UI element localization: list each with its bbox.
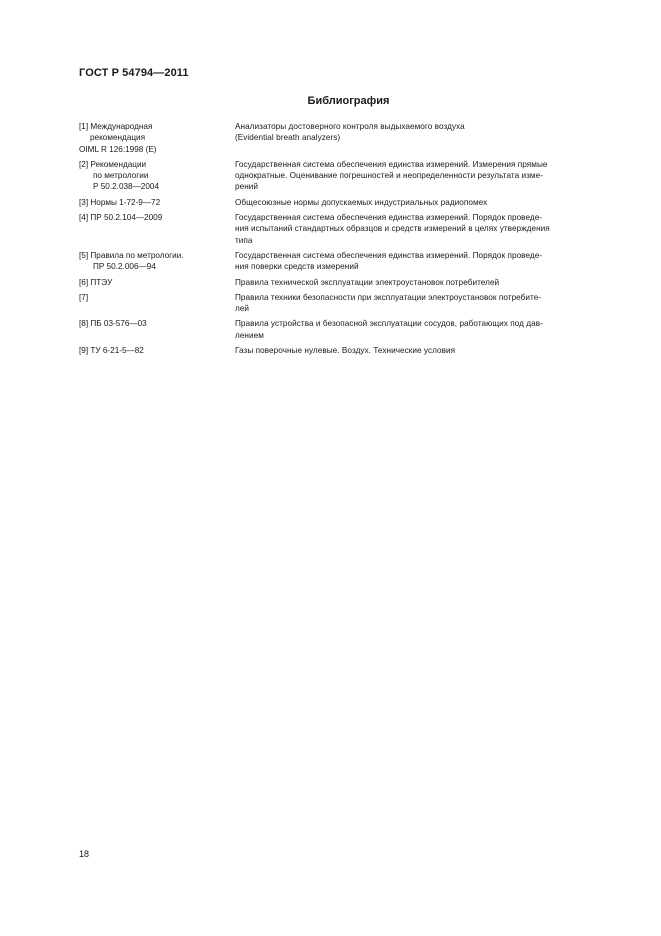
entry-description-line: рений <box>235 182 259 192</box>
bibliography-entry <box>79 292 616 315</box>
bibliography-entry <box>79 318 616 341</box>
entry-description-line: лей <box>235 304 250 314</box>
entry-description-line: типа <box>235 235 253 245</box>
entry-reference-line: OIML R 126:1998 (E) <box>79 144 157 154</box>
entry-reference-line: по метрологии <box>93 171 149 181</box>
bibliography-entry <box>79 159 616 193</box>
document-code: ГОСТ Р 54794—2011 <box>79 67 189 79</box>
entry-description <box>235 318 616 341</box>
entry-description <box>235 212 616 246</box>
entry-description-line: ния поверки средств измерений <box>235 262 359 272</box>
entry-description-line: Государственная система обеспечения единства измерений. Порядок проведе- <box>235 213 543 223</box>
bibliography-entry <box>79 121 616 155</box>
entry-description-line: Газы поверочные нулевые. Воздух. Технические условия <box>235 346 456 356</box>
entry-reference <box>79 197 235 208</box>
bibliography-list <box>79 121 616 360</box>
entry-reference-line: [1] Международная <box>79 122 153 131</box>
entry-description-line: ния испытаний стандартных образцов и средств измерений в целях утверждения <box>235 224 550 234</box>
entry-reference <box>79 292 235 315</box>
entry-reference-line: [2] Рекомендации <box>79 159 147 169</box>
section-title: Библиография <box>307 95 390 107</box>
entry-description-line: Анализаторы достоверного контроля выдыхаемого воздуха <box>235 122 465 131</box>
entry-reference-line: ПР 50.2.006—94 <box>93 262 156 272</box>
entry-description-line: лением <box>235 330 264 340</box>
entry-reference <box>79 250 235 273</box>
entry-reference <box>79 345 235 356</box>
bibliography-entry <box>79 250 616 273</box>
bibliography-entry <box>79 345 616 356</box>
entry-reference-line: [8] ПБ 03-576—03 <box>79 319 147 329</box>
bibliography-entry <box>79 197 616 208</box>
entry-reference <box>79 159 235 193</box>
entry-description <box>235 197 616 208</box>
entry-description <box>235 159 616 193</box>
entry-reference-line: [9] ТУ 6-21-5—82 <box>79 346 144 356</box>
entry-reference-line: [4] ПР 50.2.104—2009 <box>79 213 163 223</box>
page-number: 18 <box>79 849 90 859</box>
entry-description-line: (Evidential breath analyzers) <box>235 133 341 143</box>
entry-description <box>235 277 616 288</box>
entry-description-line: Общесоюзные нормы допускаемых индустриальных радиопомех <box>235 197 488 207</box>
entry-reference-line: [5] Правила по метрологии. <box>79 250 184 260</box>
entry-reference-line: [3] Нормы 1-72-9—72 <box>79 197 161 207</box>
bibliography-entry <box>79 277 616 288</box>
entry-reference-line: рекомендация <box>90 133 146 143</box>
entry-reference <box>79 277 235 288</box>
entry-description <box>235 250 616 273</box>
entry-reference-line: Р 50.2.038—2004 <box>93 182 160 192</box>
entry-reference <box>79 212 235 246</box>
entry-reference <box>79 121 235 155</box>
entry-reference-line: [6] ПТЭУ <box>79 277 113 287</box>
entry-description-line: Государственная система обеспечения единства измерений. Порядок проведе- <box>235 250 543 260</box>
entry-reference <box>79 318 235 341</box>
entry-description <box>235 345 616 356</box>
entry-description-line: однократные. Оценивание погрешностей и неопределенности результата изме- <box>235 171 543 181</box>
entry-description-line: Правила технической эксплуатации электроустановок потребителей <box>235 277 500 287</box>
entry-description-line: Государственная система обеспечения единства измерений. Измерения прямые <box>235 159 548 169</box>
entry-description-line: Правила устройства и безопасной эксплуатации сосудов, работающих под дав- <box>235 319 543 329</box>
entry-reference-line: [7] <box>79 292 89 302</box>
entry-description <box>235 121 616 155</box>
entry-description <box>235 292 616 315</box>
entry-description-line: Правила техники безопасности при эксплуатации электроустановок потребите- <box>235 292 542 302</box>
bibliography-entry <box>79 212 616 246</box>
